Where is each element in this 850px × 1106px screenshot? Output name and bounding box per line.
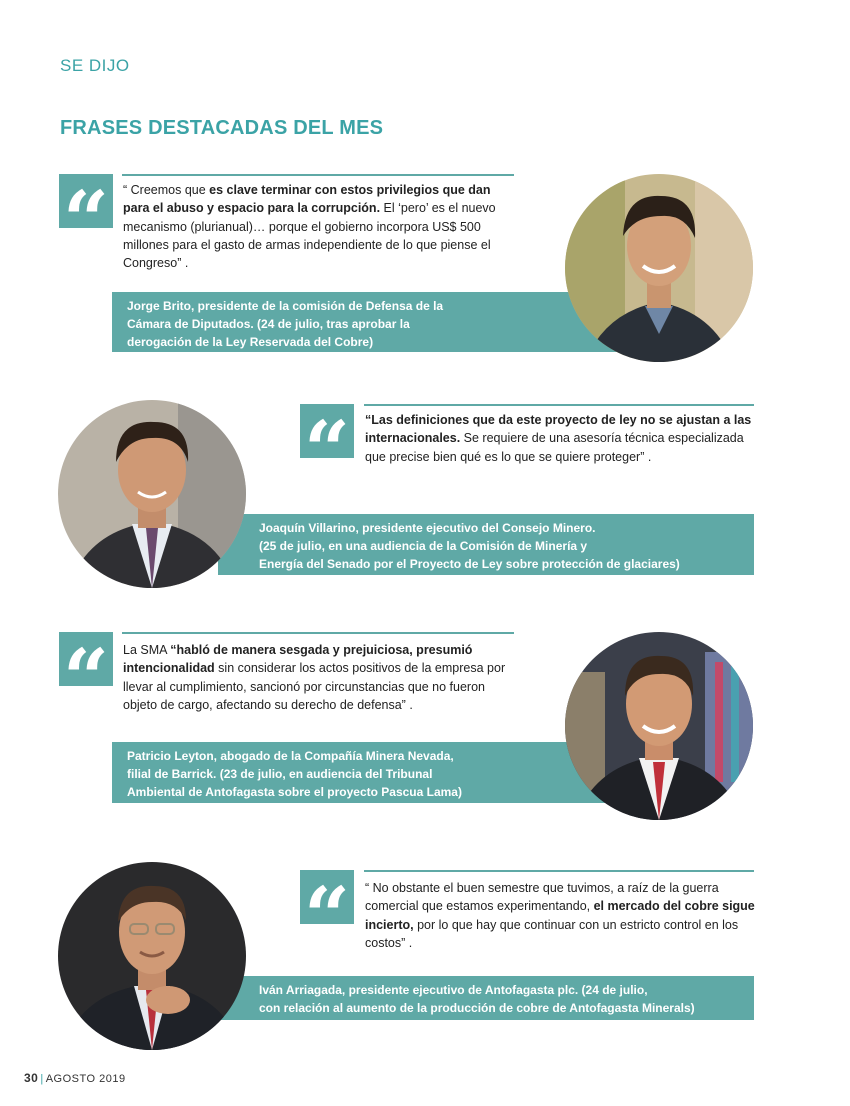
attribution-bar: [112, 292, 632, 352]
quote-segment: El ‘pero’ es el nuevo mecanismo (plurianual)… porque el gobierno incorpora US$ 500 millones para el gasto de armas independiente de lo que piense el Congreso” .: [123, 201, 496, 271]
quote-mark-icon: “: [59, 174, 113, 228]
quote-segment-bold: “Las definiciones que da este proyecto de ley no se ajustan a las internacionales.: [365, 413, 752, 446]
section-label: SE DIJO: [60, 56, 130, 75]
quote-mark-icon: “: [300, 404, 354, 458]
portrait-photo: [565, 632, 753, 820]
quote-rule: [364, 404, 754, 406]
page-footer: [24, 1071, 126, 1085]
quote-rule: [122, 174, 514, 176]
attribution-line: derogación de la Ley Reservada del Cobre): [127, 335, 374, 349]
quote-segment: La SMA: [123, 643, 171, 657]
quote-mark-icon: “: [59, 632, 113, 686]
page-title: FRASES DESTACADAS DEL MES: [60, 117, 384, 139]
quote-segment-bold: el mercado del cobre sigue incierto,: [365, 899, 755, 932]
quote-segment: sin considerar los actos positivos de la empresa por llevar al cumplimiento, sancionó por circunstancias que no fueron objeto de cargo, afectando su derecho de defensa” .: [123, 661, 506, 712]
quote-segment-bold: “habló de manera sesgada y prejuiciosa, presumió intencionalidad: [123, 643, 473, 676]
quote-segment: “ Creemos que: [123, 183, 210, 197]
attribution-line: Iván Arriagada, presidente ejecutivo de Antofagasta plc. (24 de julio,: [259, 983, 648, 997]
attribution-line: Ambiental de Antofagasta sobre el proyecto Pascua Lama): [127, 785, 462, 799]
footer-separator: |: [40, 1073, 44, 1085]
quote-rule: [122, 632, 514, 634]
quote-text: [365, 879, 757, 952]
attribution-bar: [112, 742, 632, 803]
attribution-bar: [218, 976, 754, 1020]
quote-rule: [364, 870, 754, 872]
attribution-line: Jorge Brito, presidente de la comisión de Defensa de la: [127, 299, 444, 313]
attribution-line: Patricio Leyton, abogado de la Compañía Minera Nevada,: [127, 749, 454, 763]
quote-mark-icon: “: [300, 870, 354, 924]
attribution-line: filial de Barrick. (23 de julio, en audiencia del Tribunal: [127, 767, 433, 781]
issue-date: AGOSTO 2019: [45, 1073, 126, 1085]
quote-segment: por lo que hay que continuar con un estricto control en los costos” .: [365, 917, 739, 950]
page-number: 30: [24, 1071, 39, 1085]
quote-segment: Se requiere de una asesoría técnica especializada que precise bien qué es lo que se quiere proteger” .: [365, 431, 744, 464]
portrait-photo: [58, 862, 246, 1050]
quote-text: [123, 181, 518, 272]
attribution-line: con relación al aumento de la producción de cobre de Antofagasta Minerals): [259, 1001, 695, 1015]
quote-segment: “ No obstante el buen semestre que tuvimos, a raíz de la guerra comercial que estamos experimentando,: [365, 881, 719, 914]
portrait-photo: [58, 400, 246, 588]
quote-text: [365, 411, 757, 466]
attribution-line: Cámara de Diputados. (24 de julio, tras aprobar la: [127, 317, 410, 331]
attribution-line: (25 de julio, en una audiencia de la Comisión de Minería y: [259, 539, 588, 553]
attribution-bar: [218, 514, 754, 575]
quote-segment-bold: es clave terminar con estos privilegios que dan para el abuso y espacio para la corrupción.: [123, 183, 491, 216]
attribution-line: Energía del Senado por el Proyecto de Ley sobre protección de glaciares): [259, 557, 680, 571]
portrait-photo: [565, 174, 753, 362]
attribution-line: Joaquín Villarino, presidente ejecutivo del Consejo Minero.: [259, 521, 596, 535]
quote-text: [123, 641, 518, 714]
